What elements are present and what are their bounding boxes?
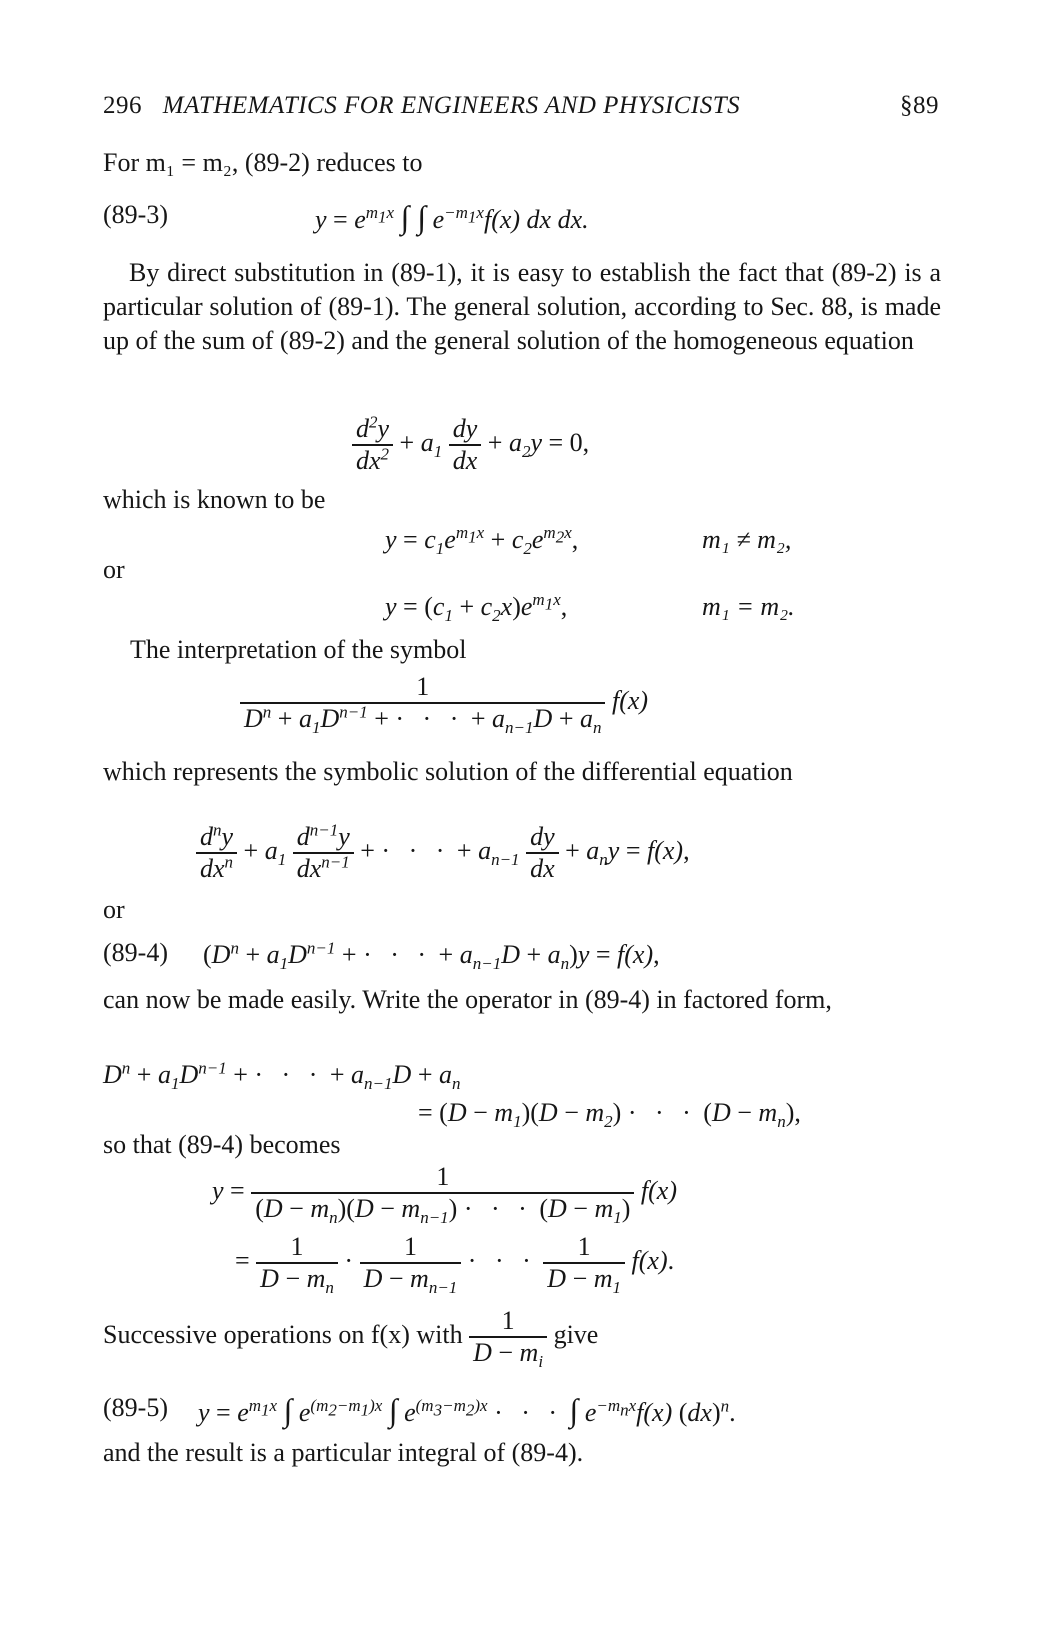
book-title: MATHEMATICS FOR ENGINEERS AND PHYSICISTS bbox=[162, 92, 741, 119]
operator-line-1: $D^n + a_1D^{n-1}$ + · · · + $a_{n-1}D + a_n$ bbox=[103, 1058, 461, 1094]
symbolic-operator: $\frac{1}{D^n + a_1D^{n-1} + \cdot \cdot \cdot + a_{n-1}D + a_n}$ f(x) bbox=[240, 672, 648, 734]
solution-product-form: y = $\frac{1}{(D - m_n)(D - m_{n-1}) \cdot \cdot \cdot (D - m_1)}$ f(x) bbox=[212, 1162, 677, 1228]
text-line: or bbox=[103, 895, 125, 924]
successive-line bbox=[103, 1306, 599, 1372]
differential-equation: $\frac{d^ny}{dx^n}$ + $a_1$ $\frac{d^{n-1}y}{dx^{n-1}}$ + · · · + $a_{n-1}$ $\frac{dy}{dx}$ + $a_ny = f(x)$, bbox=[196, 822, 690, 884]
text-line: The interpretation of the symbol bbox=[130, 635, 467, 664]
operator-line-2: = $(D - m_1)(D - m_2)$ · · · $(D - m_n)$, bbox=[418, 1098, 801, 1132]
text-line: or bbox=[103, 555, 125, 584]
condition-distinct: m₁ ≠ m₂, bbox=[702, 525, 792, 554]
inline-operator: $\frac{1}{D - m_i}$ bbox=[469, 1306, 547, 1368]
text-line: which is known to be bbox=[103, 485, 326, 514]
running-header bbox=[103, 92, 939, 120]
page-number: 296 bbox=[103, 92, 142, 119]
text-line: so that (89-4) becomes bbox=[103, 1130, 341, 1159]
homogeneous-equation: $\frac{d^2y}{dx^2}$ + $a_1$ $\frac{dy}{dx}$ + $a_2y = 0$, bbox=[352, 414, 589, 476]
solution-distinct-roots: $y = c_1e^{m_1x} + c_2e^{m_2x}$, bbox=[385, 523, 579, 559]
equation-89-5: $y = e^{m_1x}$ ∫ $e^{(m_2-m_1)x}$ ∫ $e^{(m_3-m_2)x}$ · · · ∫ $e^{-m_nx}f(x)$ (dx)$^n$. bbox=[198, 1392, 736, 1428]
paragraph: By direct substitution in (89-1), it is easy to establish the fact that (89-2) is a particular solution of (89-1). The general solution, according to Sec. 88, is made up of the sum of (89-2) and the general solution of the homogeneous equation bbox=[103, 258, 941, 355]
condition-equal: m₁ = m₂. bbox=[702, 592, 795, 621]
equation-label: (89-5) bbox=[103, 1393, 168, 1422]
paragraph: which represents the symbolic solution of the differential equation bbox=[103, 757, 793, 786]
text-fragment: give bbox=[553, 1319, 599, 1349]
equation-label: (89-3) bbox=[103, 200, 168, 229]
equation-89-4: ($D^n + a_1D^{n-1}$ + · · · + $a_{n-1}D + a_n)y = f(x)$, bbox=[203, 938, 660, 974]
equation-label: (89-4) bbox=[103, 938, 168, 967]
solution-equal-roots: $y = (c_1 + c_2x)e^{m_1x}$, bbox=[385, 590, 568, 626]
equation-89-3: $y = e^{m_1x}$ ∫ ∫ $e^{-m_1x}f(x)$ dx dx. bbox=[315, 199, 589, 235]
paragraph: can now be made easily. Write the operator in (89-4) in factored form, bbox=[103, 985, 832, 1014]
solution-factored-form: = $\frac{1}{D - m_n}$ · $\frac{1}{D - m_{n-1}}$ · · · $\frac{1}{D - m_1}$ f(x). bbox=[235, 1232, 675, 1298]
text-fragment: Successive operations on f(x) with bbox=[103, 1319, 463, 1349]
text-line: and the result is a particular integral of (89-4). bbox=[103, 1438, 584, 1467]
intro-line: For m₁ = m₂, (89-2) reduces to bbox=[103, 148, 423, 177]
section-marker: §89 bbox=[900, 92, 939, 119]
